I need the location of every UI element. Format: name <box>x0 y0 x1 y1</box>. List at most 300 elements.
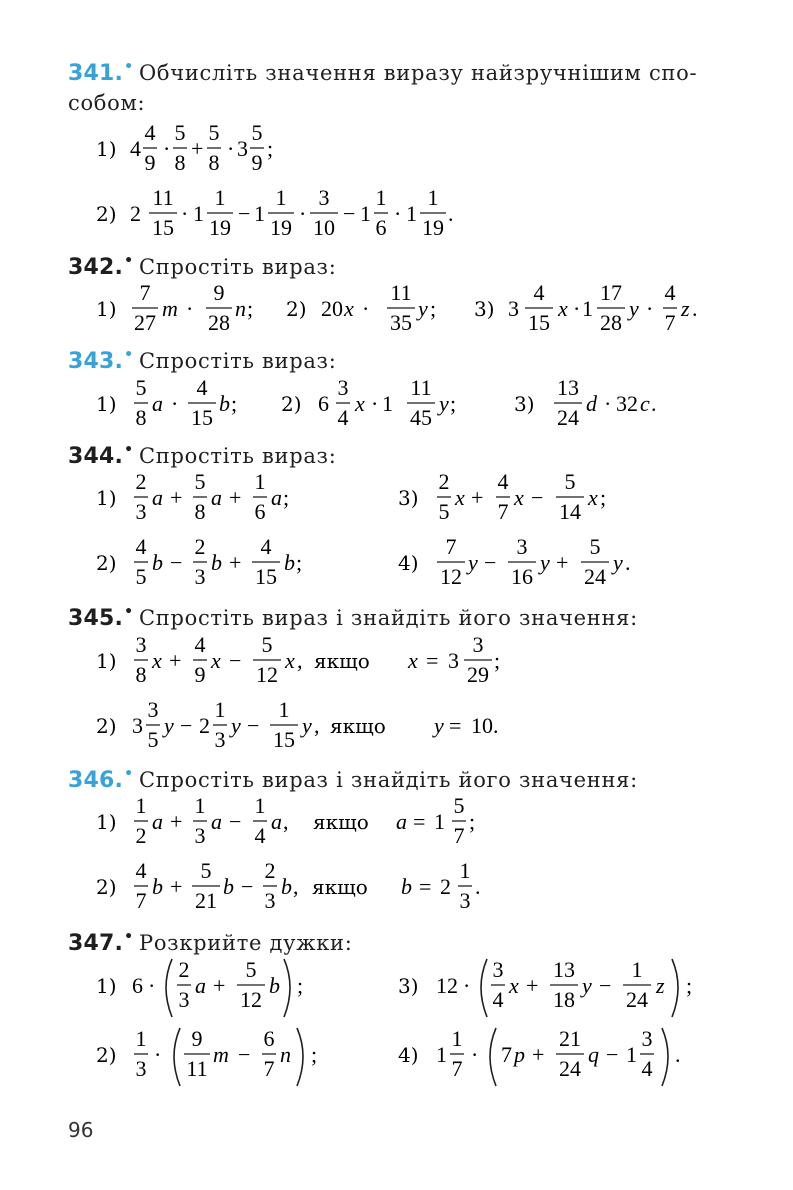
svg-text:a: a <box>396 809 407 834</box>
exercise-346-2 <box>96 858 656 924</box>
svg-text:a: a <box>152 485 163 510</box>
svg-text:1: 1 <box>214 697 226 722</box>
svg-text:x: x <box>408 648 418 673</box>
svg-text:1): 1) <box>96 486 117 510</box>
svg-text:.: . <box>625 550 631 575</box>
problem-text: Спростіть вираз: <box>139 255 337 279</box>
svg-text:3: 3 <box>135 632 147 657</box>
svg-text:2: 2 <box>135 469 147 494</box>
svg-text:x: x <box>211 648 221 673</box>
svg-text:2: 2 <box>264 858 276 883</box>
svg-text:10.: 10. <box>471 713 499 738</box>
svg-text:4: 4 <box>337 405 349 430</box>
exercise-347-row1 <box>96 957 736 1027</box>
svg-text:+: + <box>532 1042 545 1067</box>
svg-text:3: 3 <box>135 499 147 524</box>
svg-text:+: + <box>556 550 569 575</box>
svg-text:3: 3 <box>214 727 226 752</box>
svg-text:4: 4 <box>254 823 266 848</box>
svg-text:1): 1) <box>96 974 117 998</box>
svg-text:19: 19 <box>209 215 231 240</box>
svg-text:1: 1 <box>254 469 266 494</box>
exercise-345-2 <box>96 697 656 763</box>
svg-text:x: x <box>152 648 162 673</box>
svg-text:19: 19 <box>422 215 444 240</box>
svg-text:1: 1 <box>459 858 471 883</box>
svg-text:4): 4) <box>398 1043 419 1067</box>
svg-text:1): 1) <box>96 297 117 321</box>
problem-343-header <box>68 348 336 373</box>
svg-text:·: · <box>394 201 402 226</box>
problem-342-header <box>68 254 336 279</box>
svg-text:19: 19 <box>270 215 292 240</box>
expression <box>96 858 656 920</box>
svg-text:9: 9 <box>213 280 225 305</box>
svg-text:7: 7 <box>263 1056 275 1081</box>
problem-number: 347.• <box>68 929 134 956</box>
svg-text:15: 15 <box>191 405 213 430</box>
svg-text:9: 9 <box>251 150 263 175</box>
svg-text:+: + <box>170 485 183 510</box>
svg-text:y: y <box>439 391 449 416</box>
svg-text:8: 8 <box>194 499 206 524</box>
svg-text:b: b <box>284 550 295 575</box>
svg-text:2): 2) <box>96 202 117 226</box>
svg-text:y: y <box>613 550 623 575</box>
svg-text:;: ; <box>494 648 501 673</box>
svg-text:2: 2 <box>135 823 147 848</box>
problem-number: 345.• <box>68 604 134 631</box>
svg-text:1: 1 <box>582 296 593 321</box>
svg-text:1: 1 <box>626 1042 637 1067</box>
svg-text:8: 8 <box>174 150 186 175</box>
problem-number: 342.• <box>68 253 134 280</box>
svg-text:17: 17 <box>600 280 622 305</box>
svg-text:=: = <box>426 648 439 673</box>
svg-text:28: 28 <box>208 310 230 335</box>
svg-text:6: 6 <box>263 1026 275 1051</box>
svg-text:3: 3 <box>448 648 459 673</box>
svg-text:;: ; <box>686 973 693 998</box>
svg-text:1: 1 <box>278 697 290 722</box>
svg-text:24: 24 <box>557 405 579 430</box>
svg-text:1: 1 <box>135 793 147 818</box>
problem-346-header <box>68 767 638 792</box>
svg-text:·: · <box>604 391 612 416</box>
svg-text:15: 15 <box>255 564 277 589</box>
exercise-345-1 <box>96 632 656 698</box>
svg-text:x: x <box>355 391 365 416</box>
svg-text:3: 3 <box>492 957 504 982</box>
svg-text:5: 5 <box>589 534 601 559</box>
svg-text:=: = <box>413 809 426 834</box>
svg-text:·: · <box>573 296 581 321</box>
svg-text:+: + <box>170 809 183 834</box>
svg-text:;: ; <box>267 136 274 161</box>
svg-text:7: 7 <box>664 310 676 335</box>
svg-text:;: ; <box>311 1042 318 1067</box>
svg-text:4): 4) <box>398 551 419 575</box>
svg-text:b: b <box>219 391 230 416</box>
svg-text:28: 28 <box>600 310 622 335</box>
svg-text:27: 27 <box>134 310 156 335</box>
svg-text:11: 11 <box>152 185 174 210</box>
svg-text:.: . <box>692 296 698 321</box>
svg-text:4: 4 <box>135 534 147 559</box>
svg-text:4: 4 <box>196 375 208 400</box>
svg-text:10: 10 <box>313 215 335 240</box>
svg-text:;: ; <box>600 485 607 510</box>
svg-text:13: 13 <box>553 957 575 982</box>
svg-text:y: y <box>629 296 639 321</box>
svg-text:−: − <box>484 550 497 575</box>
svg-text:якщо: якщо <box>330 714 386 738</box>
svg-text:2): 2) <box>96 875 117 899</box>
svg-text:;: ; <box>247 296 254 321</box>
svg-text:b: b <box>211 550 222 575</box>
svg-text:+: + <box>229 550 242 575</box>
expression <box>96 120 336 182</box>
svg-text:·: · <box>171 391 179 416</box>
svg-text:y: y <box>231 713 241 738</box>
svg-text:3: 3 <box>516 534 528 559</box>
svg-text:·: · <box>463 973 471 998</box>
svg-text:y: y <box>302 713 312 738</box>
svg-text:7: 7 <box>501 1042 512 1067</box>
svg-text:1: 1 <box>194 793 206 818</box>
problem-text: Розкрийте дужки: <box>139 931 353 955</box>
svg-text:−: − <box>606 1042 619 1067</box>
svg-text:3): 3) <box>474 297 495 321</box>
svg-text:1): 1) <box>96 392 117 416</box>
svg-text:+: + <box>213 973 226 998</box>
svg-text:−: − <box>170 550 183 575</box>
svg-text:n: n <box>235 296 246 321</box>
svg-text:−: − <box>343 201 356 226</box>
svg-text:−: − <box>229 648 242 673</box>
svg-text:.: . <box>448 201 454 226</box>
svg-text:35: 35 <box>390 310 412 335</box>
svg-text:11: 11 <box>186 1056 208 1081</box>
svg-text:1: 1 <box>382 391 393 416</box>
svg-text:11: 11 <box>410 375 432 400</box>
svg-text:15: 15 <box>152 215 174 240</box>
svg-text:a: a <box>211 809 222 834</box>
expression <box>96 280 736 342</box>
svg-text:+: + <box>229 485 242 510</box>
svg-text:1: 1 <box>275 185 287 210</box>
svg-text:7: 7 <box>135 888 147 913</box>
svg-text:q: q <box>588 1042 599 1067</box>
svg-text:3: 3 <box>194 823 206 848</box>
svg-text:+: + <box>526 973 539 998</box>
svg-text:1: 1 <box>436 1042 447 1067</box>
svg-text:;: ; <box>430 296 437 321</box>
expression <box>96 185 516 247</box>
svg-text:5: 5 <box>174 120 186 145</box>
svg-text:21: 21 <box>195 888 217 913</box>
svg-text:3: 3 <box>147 697 159 722</box>
svg-text:2): 2) <box>286 297 307 321</box>
svg-text:8: 8 <box>135 662 147 687</box>
svg-text:3: 3 <box>237 136 248 161</box>
svg-text:x: x <box>509 973 519 998</box>
svg-text:−: − <box>229 809 242 834</box>
svg-text:x: x <box>455 485 465 510</box>
svg-text:a: a <box>195 973 206 998</box>
svg-text:p: p <box>514 1042 525 1067</box>
svg-text:5: 5 <box>564 469 576 494</box>
svg-text:3: 3 <box>318 185 330 210</box>
svg-text:1): 1) <box>96 810 117 834</box>
svg-text:·: · <box>181 201 189 226</box>
svg-text:3: 3 <box>472 632 484 657</box>
svg-text:16: 16 <box>511 564 533 589</box>
svg-text:·: · <box>154 1042 162 1067</box>
svg-text:4: 4 <box>664 280 676 305</box>
svg-text:5: 5 <box>194 469 206 494</box>
svg-text:2: 2 <box>178 957 190 982</box>
svg-text:15: 15 <box>528 310 550 335</box>
svg-text:1: 1 <box>406 201 417 226</box>
svg-text:b: b <box>152 550 163 575</box>
svg-text:2: 2 <box>130 201 141 226</box>
svg-text:1: 1 <box>631 957 643 982</box>
problem-344-header <box>68 443 336 468</box>
svg-text:7: 7 <box>139 280 151 305</box>
svg-text:4: 4 <box>641 1056 653 1081</box>
svg-text:1: 1 <box>214 185 226 210</box>
problem-number: 346.• <box>68 766 134 793</box>
svg-text:,: , <box>293 874 299 899</box>
svg-text:1: 1 <box>451 1026 463 1051</box>
svg-text:5: 5 <box>453 793 465 818</box>
svg-text:7: 7 <box>497 499 509 524</box>
svg-text:29: 29 <box>467 662 489 687</box>
exercise-346-1 <box>96 793 656 859</box>
svg-text:b: b <box>152 874 163 899</box>
svg-text:d: d <box>586 391 597 416</box>
svg-text:12: 12 <box>240 987 262 1012</box>
svg-text:7: 7 <box>451 1056 463 1081</box>
svg-text:y: y <box>164 713 174 738</box>
problem-341-header-cont <box>68 91 145 114</box>
svg-text:;: ; <box>469 809 476 834</box>
svg-text:.: . <box>475 874 481 899</box>
svg-text:12: 12 <box>440 564 462 589</box>
svg-text:якщо: якщо <box>314 649 370 673</box>
svg-text:−: − <box>599 973 612 998</box>
svg-text:a: a <box>211 485 222 510</box>
svg-text:·: · <box>227 136 235 161</box>
svg-text:2: 2 <box>440 874 451 899</box>
svg-text:·: · <box>362 296 370 321</box>
svg-text:3: 3 <box>459 888 471 913</box>
svg-text:1: 1 <box>360 201 371 226</box>
svg-text:3: 3 <box>135 1056 147 1081</box>
svg-text:3: 3 <box>508 296 519 321</box>
svg-text:3: 3 <box>132 713 143 738</box>
svg-text:2): 2) <box>96 714 117 738</box>
svg-text:,: , <box>314 713 320 738</box>
exercise-343-row <box>96 375 716 441</box>
svg-text:1): 1) <box>96 649 117 673</box>
svg-text:3: 3 <box>178 987 190 1012</box>
svg-text:,: , <box>297 648 303 673</box>
problem-number: 343.• <box>68 347 134 374</box>
svg-text:a: a <box>271 485 282 510</box>
svg-text:x: x <box>514 485 524 510</box>
svg-text:.: . <box>651 391 657 416</box>
problem-text-cont: собом: <box>68 91 146 115</box>
problem-number: 344.• <box>68 442 134 469</box>
page-number: 96 <box>68 1118 94 1142</box>
expression <box>96 957 736 1023</box>
problem-text: Спростіть вираз: <box>139 444 337 468</box>
svg-text:+: + <box>191 136 204 161</box>
svg-text:4: 4 <box>135 858 147 883</box>
svg-text:4: 4 <box>130 136 141 161</box>
svg-text:3): 3) <box>398 974 419 998</box>
svg-text:24: 24 <box>584 564 606 589</box>
svg-text:5: 5 <box>147 727 159 752</box>
svg-text:1: 1 <box>434 809 445 834</box>
svg-text:+: + <box>170 874 183 899</box>
svg-text:b: b <box>223 874 234 899</box>
svg-text:b: b <box>401 874 412 899</box>
svg-text:2): 2) <box>96 1043 117 1067</box>
expression <box>96 375 716 437</box>
svg-text:−: − <box>238 201 251 226</box>
svg-text:24: 24 <box>559 1056 581 1081</box>
expression <box>96 469 716 531</box>
problem-text: Спростіть вираз і знайдіть його значення: <box>139 606 638 630</box>
problem-345-header <box>68 605 638 630</box>
svg-text:1: 1 <box>254 793 266 818</box>
svg-text:1: 1 <box>375 185 387 210</box>
svg-text:45: 45 <box>410 405 432 430</box>
svg-text:5: 5 <box>200 858 212 883</box>
svg-text:5: 5 <box>135 375 147 400</box>
svg-text:a: a <box>152 391 163 416</box>
svg-text:9: 9 <box>191 1026 203 1051</box>
svg-text:−: − <box>247 713 260 738</box>
svg-text:5: 5 <box>245 957 257 982</box>
svg-text:=: = <box>419 874 432 899</box>
svg-text:·: · <box>471 1042 479 1067</box>
svg-text:2: 2 <box>194 534 206 559</box>
svg-text:a: a <box>271 809 282 834</box>
svg-text:5: 5 <box>208 120 220 145</box>
svg-text:7: 7 <box>445 534 457 559</box>
svg-text:14: 14 <box>559 499 581 524</box>
svg-text:y: y <box>468 550 478 575</box>
svg-text:x: x <box>344 296 354 321</box>
svg-text:1: 1 <box>135 1026 147 1051</box>
svg-text:4: 4 <box>260 534 272 559</box>
expression <box>96 1026 736 1092</box>
svg-text:7: 7 <box>453 823 465 848</box>
svg-text:;: ; <box>231 391 238 416</box>
problem-text: Обчисліть значення виразу найзручнішим спо- <box>139 61 698 85</box>
exercise-342-row <box>96 280 736 346</box>
exercise-344-row2 <box>96 534 716 600</box>
svg-text:x: x <box>285 648 295 673</box>
svg-text:y: y <box>434 713 444 738</box>
exercise-341-1 <box>96 120 336 186</box>
svg-text:·: · <box>646 296 654 321</box>
svg-text:−: − <box>180 713 193 738</box>
svg-text:32: 32 <box>616 391 638 416</box>
svg-text:18: 18 <box>553 987 575 1012</box>
svg-text:6: 6 <box>254 499 266 524</box>
svg-text:якщо: якщо <box>312 875 368 899</box>
svg-text:9: 9 <box>144 150 156 175</box>
svg-text:24: 24 <box>626 987 648 1012</box>
svg-text:4: 4 <box>492 987 504 1012</box>
problem-text: Спростіть вираз і знайдіть його значення: <box>139 768 638 792</box>
svg-text:·: · <box>371 391 379 416</box>
problem-341-header <box>68 60 697 85</box>
svg-text:n: n <box>280 1042 291 1067</box>
svg-text:3: 3 <box>194 564 206 589</box>
svg-text:−: − <box>241 874 254 899</box>
svg-text:8: 8 <box>208 150 220 175</box>
svg-text:2): 2) <box>281 392 302 416</box>
svg-text:1): 1) <box>96 137 117 161</box>
svg-text:+: + <box>471 485 484 510</box>
svg-text:=: = <box>449 713 462 738</box>
svg-text:b: b <box>269 973 280 998</box>
svg-text:2): 2) <box>96 551 117 575</box>
svg-text:5: 5 <box>261 632 273 657</box>
svg-text:5: 5 <box>135 564 147 589</box>
svg-text:3): 3) <box>514 392 535 416</box>
svg-text:,: , <box>283 809 289 834</box>
svg-text:;: ; <box>297 973 304 998</box>
svg-text:−: − <box>531 485 544 510</box>
expression <box>96 534 716 596</box>
svg-text:4: 4 <box>497 469 509 494</box>
expression <box>96 793 656 855</box>
svg-text:21: 21 <box>559 1026 581 1051</box>
svg-text:;: ; <box>296 550 303 575</box>
svg-text:12: 12 <box>436 973 458 998</box>
svg-text:1: 1 <box>193 201 204 226</box>
svg-text:5: 5 <box>251 120 263 145</box>
svg-text:a: a <box>152 809 163 834</box>
exercise-347-row2 <box>96 1026 736 1096</box>
svg-text:6: 6 <box>132 973 143 998</box>
expression <box>96 632 656 694</box>
svg-text:−: − <box>238 1042 251 1067</box>
svg-text:.: . <box>675 1042 681 1067</box>
svg-text:15: 15 <box>273 727 295 752</box>
problem-number: 341.• <box>68 59 134 86</box>
svg-text:3: 3 <box>641 1026 653 1051</box>
exercise-344-row1 <box>96 469 716 535</box>
svg-text:2: 2 <box>438 469 450 494</box>
svg-text:9: 9 <box>194 662 206 687</box>
svg-text:4: 4 <box>194 632 206 657</box>
svg-text:6: 6 <box>318 391 329 416</box>
svg-text:12: 12 <box>256 662 278 687</box>
svg-text:m: m <box>162 296 178 321</box>
problem-text: Спростіть вираз: <box>139 349 337 373</box>
svg-text:y: y <box>418 296 428 321</box>
expression <box>96 697 656 759</box>
svg-text:·: · <box>299 201 307 226</box>
